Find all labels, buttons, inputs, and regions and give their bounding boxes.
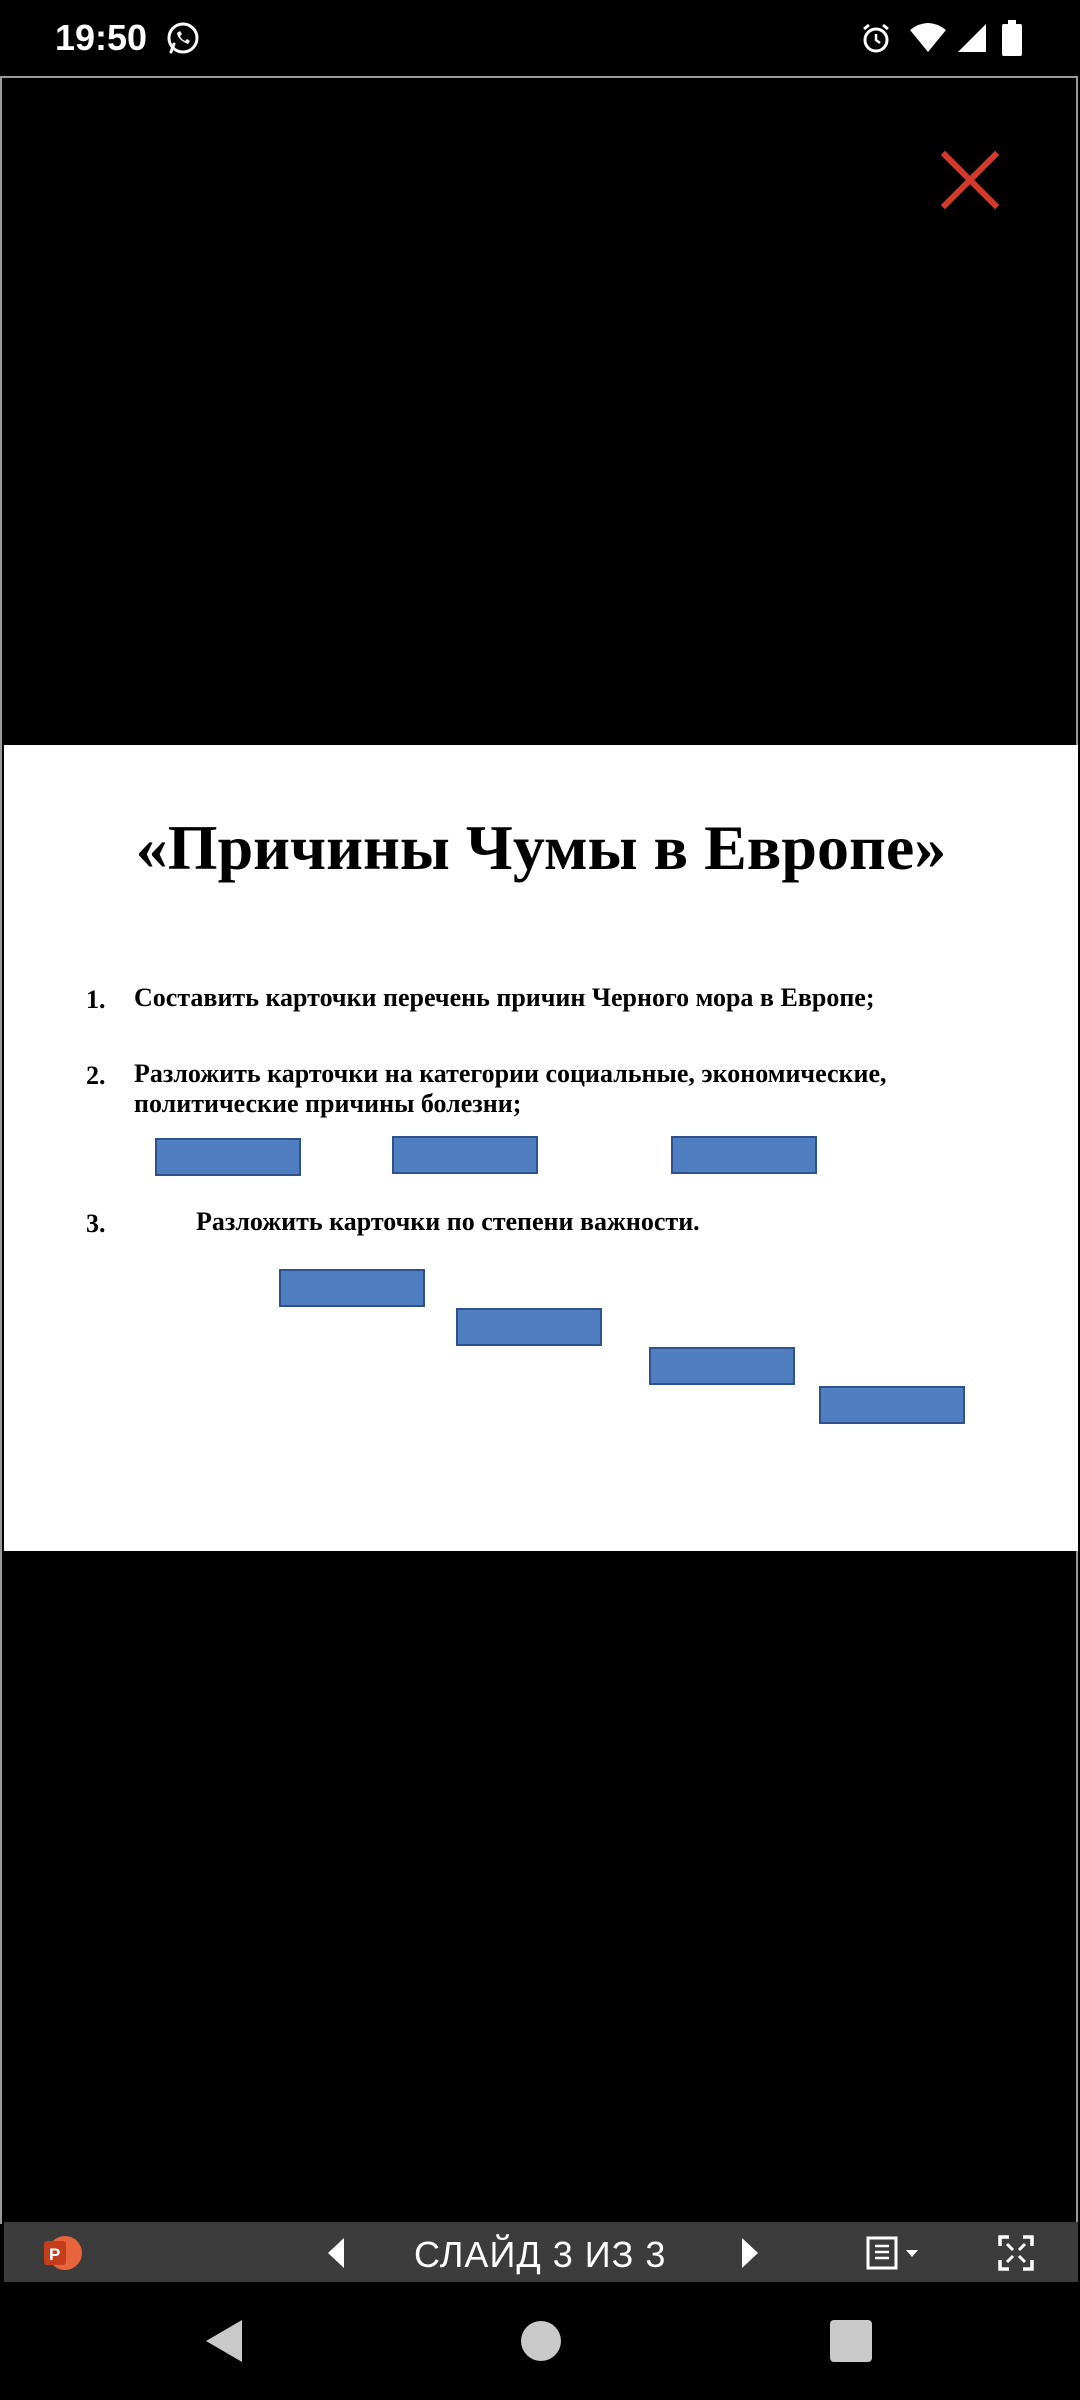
list-item-text: Составить карточки перечень причин Черного мора в Европе;: [134, 983, 875, 1012]
list-number: 2.: [86, 1061, 106, 1090]
notes-menu-icon[interactable]: [866, 2236, 936, 2275]
prev-slide-icon[interactable]: [324, 2236, 348, 2275]
home-icon[interactable]: [520, 2320, 562, 2367]
card-shape[interactable]: [671, 1136, 817, 1174]
next-slide-icon[interactable]: [738, 2236, 762, 2275]
list-item-text: Разложить карточки на категории социальные, экономические,: [134, 1059, 887, 1088]
wifi-icon: [908, 20, 948, 61]
recents-icon[interactable]: [830, 2320, 872, 2367]
svg-text:P: P: [49, 2245, 61, 2264]
whatsapp-icon: [165, 20, 201, 61]
list-item-text: политические причины болезни;: [134, 1089, 522, 1118]
list-number: 3.: [86, 1209, 106, 1238]
card-shape[interactable]: [819, 1386, 965, 1424]
battery-icon: [1000, 20, 1024, 63]
close-button[interactable]: [935, 145, 1005, 215]
list-number: 1.: [86, 985, 106, 1014]
card-shape[interactable]: [392, 1136, 538, 1174]
card-shape[interactable]: [649, 1347, 795, 1385]
card-shape[interactable]: [279, 1269, 425, 1307]
back-icon[interactable]: [202, 2316, 246, 2371]
status-time: 19:50: [55, 17, 148, 58]
alarm-icon: [858, 20, 894, 61]
powerpoint-icon: [42, 2232, 84, 2279]
system-nav-bar: [0, 2282, 1080, 2400]
card-shape[interactable]: [155, 1138, 301, 1176]
close-icon: [935, 145, 1005, 215]
card-shape[interactable]: [456, 1308, 602, 1346]
signal-icon: [954, 20, 988, 61]
slide-title: «Причины Чумы в Европе»: [135, 812, 947, 883]
status-bar: [0, 0, 1080, 76]
slide-counter: СЛАЙД 3 ИЗ 3: [414, 2234, 667, 2275]
list-item-text: Разложить карточки по степени важности.: [196, 1207, 700, 1236]
presentation-toolbar: [4, 2222, 1078, 2282]
slide-canvas[interactable]: [4, 745, 1078, 1551]
fullscreen-icon[interactable]: [998, 2235, 1034, 2276]
